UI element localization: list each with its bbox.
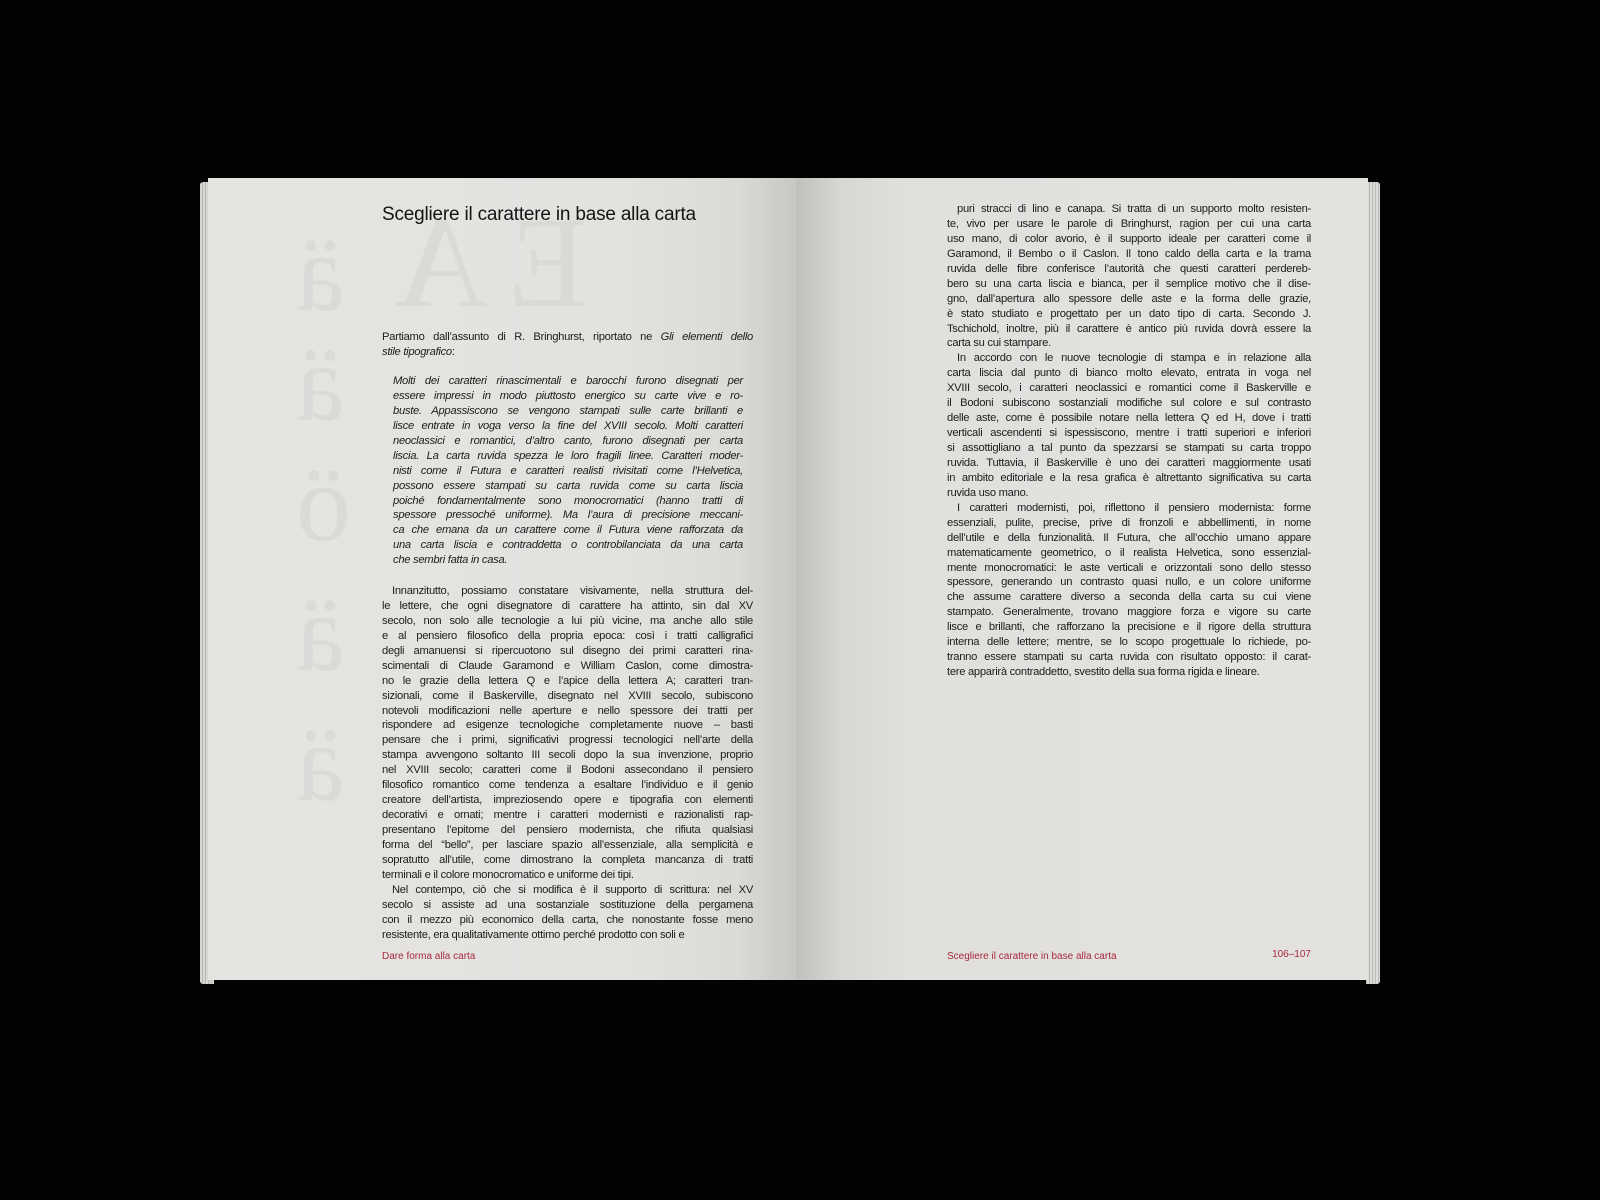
text-line: creatore dell’artista, impreziosendo opere e tipografia con elementi	[382, 794, 753, 807]
text-line: che assume carattere diverso a seconda della carta su cui viene	[947, 591, 1311, 604]
text-line: spessore pressoché uniforme). Ma l’aura di precisione meccani-	[393, 509, 743, 522]
text-line: mente monocromatici: le aste verticali e orizzontali sono dello stesso	[947, 561, 1311, 574]
text-line: una carta liscia e contraddetta o controbilanciata da una carta	[393, 539, 743, 552]
text-line: è stato studiato e progettato per un dato tipo di carta. Secondo J.	[947, 307, 1311, 320]
right-page	[796, 178, 1368, 980]
intro-paragraph	[382, 330, 753, 360]
text-line: no le grazie della lettera Q e l’apice della lettera A; caratteri tran-	[382, 674, 753, 687]
text-line: notevoli modificazioni nelle aperture e nello spessore dei tratti per	[382, 704, 753, 717]
page-title: Scegliere il carattere in base alla carta	[382, 204, 696, 225]
text-line: gno, dall’apertura allo spessore delle aste e la forma delle grazie,	[947, 292, 1311, 305]
text-line: interna delle lettere; mentre, se lo scopo progettuale lo richiede, po-	[947, 636, 1311, 649]
show-through-letter: A	[394, 191, 488, 335]
intro-text: Partiamo dall’assunto di R. Bringhurst, riportato ne	[382, 331, 661, 343]
text-line: te, vivo per usare le parole di Bringhurst, ragion per cui una carta	[947, 217, 1311, 230]
show-through-letter: ä	[296, 322, 345, 444]
text-line: degli amanuensi si ripercuotono sul disegno dei primi caratteri rina-	[382, 644, 753, 657]
text-line: decorativi e ornati; mentre i caratteri modernisti e razionalisti rap-	[382, 809, 753, 822]
text-line: matematicamente geometrico, o il realista Helvetica, sono essenzial-	[947, 546, 1311, 559]
text-line: stampa avvengono soltanto III secoli dopo la sua invenzione, proprio	[382, 749, 753, 762]
text-line: neoclassici e romantici, d’altro canto, furono disegnati per carta	[393, 434, 743, 447]
text-line: rispondere ad esigenze tecnologiche completamente nuove – basti	[382, 719, 753, 732]
text-line: Nel contempo, ciò che si modifica è il supporto di scrittura: nel XV	[392, 883, 753, 896]
left-body-text	[382, 584, 753, 943]
text-line: tranno essere stampati su carta ruvida con risultato opposto: il carat-	[947, 651, 1311, 664]
text-line: verticali ascendenti si ispessiscono, mentre i tratti superiori e inferiori	[947, 427, 1311, 440]
text-line: le lettere, che ogni disegnatore di carattere ha attinto, sin dal XV	[382, 599, 753, 612]
text-line: con il mezzo più economico della carta, che nonostante fosse meno	[382, 913, 753, 926]
text-line: Garamond, il Bembo o il Caslon. Il tono caldo della carta e la trama	[947, 247, 1311, 260]
text-line: sizionali, come il Baskerville, disegnato nel XVIII secolo, subiscono	[382, 689, 753, 702]
text-line: ruvida uso mano.	[947, 486, 1029, 499]
book-title: stile tipografico	[382, 345, 452, 358]
right-body-text	[947, 202, 1311, 680]
text-line: forma del “bello”, per lasciare spazio all’essenziale, alla semplicità e	[382, 838, 753, 851]
text-line: uso mano, di color avorio, è il supporto ideale per caratteri come il	[947, 232, 1311, 245]
text-line: essenziali, pulite, precise, prive di fronzoli e abbellimenti, in nome	[947, 516, 1311, 529]
text-line: ca che emana da un carattere come il Futura viene rafforzata da	[393, 524, 743, 537]
text-line: I caratteri modernisti, poi, riflettono il pensiero modernista: forme	[957, 501, 1311, 514]
text-line: possono essere stampati su carta ruvida come su carta liscia	[393, 479, 743, 492]
text-line: delle aste, come è possibile notare nella lettera Q ed H, dove i tratti	[947, 412, 1311, 425]
text-line: liscia. La carta ruvida spezza le loro fragili linee. Caratteri moder-	[393, 449, 743, 462]
text-line: essere impressi in modo piuttosto energico su carte vive e ro-	[393, 389, 743, 402]
text-line: lisce e brillanti, che rafforzano la precisione e il rigore della struttura	[947, 621, 1311, 634]
text-line: puri stracci di lino e canapa. Si tratta di un supporto molto resisten-	[957, 203, 1311, 215]
page-numbers: 106–107	[1272, 949, 1311, 960]
running-footer-right: Scegliere il carattere in base alla carta	[947, 951, 1117, 962]
show-through-letter: ä	[296, 572, 345, 694]
text-line: bero su una carta liscia e bianca, per il semplice motivo che il dise-	[947, 277, 1311, 290]
text-line: Tschichold, inoltre, più il carattere è antico più ruvida dovrà essere la	[947, 322, 1311, 335]
text-line: XVIII secolo, i caratteri neoclassici e romantici come il Baskerville e	[947, 382, 1311, 395]
left-page	[208, 178, 796, 980]
text-line: ruvida delle fibre conferisce l’autorità che questi caratteri perdereb-	[947, 262, 1311, 275]
text-line: terminali e il colore monocromatico e uniforme dei tipi.	[382, 868, 634, 881]
text-line: Molti dei caratteri rinascimentali e barocchi furono disegnati per	[393, 375, 743, 387]
text-line: pensare che i primi, significativi progressi tecnologici nell’arte della	[382, 734, 753, 747]
text-line: il Bodoni subiscono sostanziali modifiche sul colore e sul contrasto	[947, 397, 1311, 410]
text-line: Innanzitutto, possiamo constatare visivamente, nella struttura del-	[392, 585, 753, 597]
block-quote	[393, 374, 743, 568]
text-line: resistente, era qualitativamente ottimo perché prodotto con soli e	[382, 928, 685, 941]
running-footer-left: Dare forma alla carta	[382, 951, 476, 962]
text-line: sopratutto all’utile, come dimostrano la completa mancanza di tratti	[382, 853, 753, 866]
text-line: secolo, non solo alle tecnologie a lui più vicine, ma anche allo stile	[382, 614, 753, 627]
text-line: spessore, generando un contrasto quasi nullo, e un colore uniforme	[947, 576, 1311, 589]
text-line: si assottigliano a tal punto da spezzarsi se stampati su carta troppo	[947, 442, 1311, 454]
text-line: In accordo con le nuove tecnologie di stampa e in relazione alla	[957, 352, 1311, 365]
intro-text: :	[451, 345, 455, 358]
text-line: stampato. Generalmente, trovano maggiore forza e vigore su carte	[947, 606, 1311, 619]
text-line: che sembri fatta in casa.	[393, 554, 508, 567]
show-through-letter: E	[508, 191, 588, 335]
text-line: lisce entrate in voga verso la fine del XVIII secolo. Molti caratteri	[393, 419, 743, 432]
text-line: scimentali di Claude Garamond e William Caslon, come dimostra-	[382, 659, 753, 672]
book-title: Gli elementi dello	[660, 331, 753, 343]
text-line: filosofico romantico come tendenza a esaltare l’individuo e il genio	[382, 779, 753, 792]
text-line: dell’utile e della funzionalità. Il Futura, che all’occhio umano appare	[947, 531, 1311, 544]
show-through-letter: ä	[296, 702, 345, 824]
text-line: carta liscia dal punto di bianco molto elevato, entrata in voga nel	[947, 367, 1311, 380]
text-line: poiché fondamentalmente sono monocromatici (hanno tratti di	[393, 494, 743, 507]
show-through-letter: ö	[296, 442, 351, 564]
text-line: tere apparirà contraddetto, svestito della sua forma rigida e lineare.	[947, 666, 1260, 679]
text-line: carta su cui stampare.	[947, 337, 1051, 350]
show-through-letter: ä	[296, 212, 345, 334]
text-line: presentano l’epitome del pensiero modernista, che rifiuta qualsiasi	[382, 824, 753, 836]
page-edges-right	[1366, 182, 1380, 984]
text-line: buste. Appassiscono se vengono stampati sulle carte brillanti e	[393, 404, 743, 417]
text-line: e al pensiero filosofico della propria epoca: così i tratti calligrafici	[382, 629, 753, 642]
text-line: ruvida. Tuttavia, il Baskerville è uno dei caratteri maggiormente usati	[947, 456, 1311, 469]
text-line: nel XVIII secolo; caratteri come il Bodoni assecondano il pensiero	[382, 764, 753, 777]
text-line: secolo si assiste ad una sostanziale sostituzione della pergamena	[382, 898, 753, 911]
text-line: in ambito editoriale e la resa grafica è altrettanto significativa su carta	[947, 471, 1311, 484]
text-line: nisti come il Futura e caratteri realisti rivisitati come l’Helvetica,	[393, 464, 743, 477]
